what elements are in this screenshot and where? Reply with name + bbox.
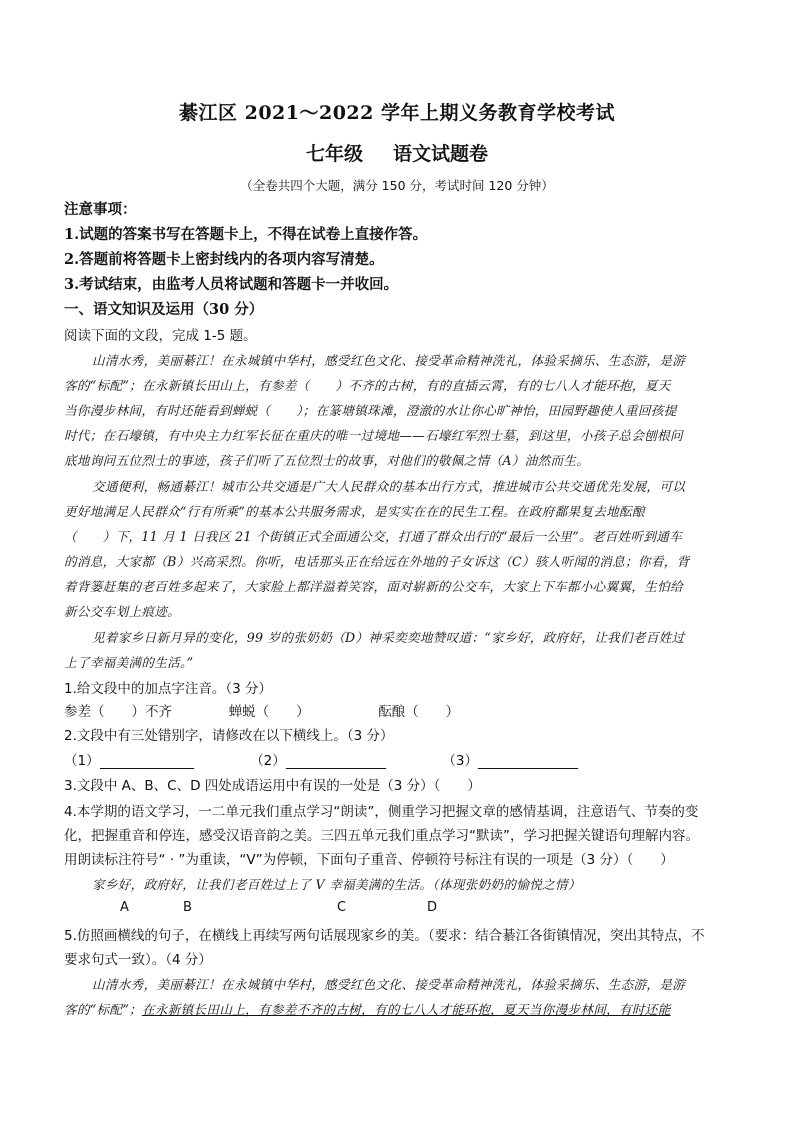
exam-title: 綦江区 2021～2022 学年上期义务教育学校考试 <box>179 102 615 124</box>
passage-p1-line1: 山清水秀，美丽綦江！在永城镇中华村，感受红色文化、接受革命精神洗礼，体验采摘乐、生态游，是游 <box>92 353 686 368</box>
passage-p1-line4: 时代；在石壕镇，有中央主力红军长征在重庆的唯一过境地——石壕红军烈士墓，到这里，小孩子总会刨根问 <box>64 428 683 443</box>
exam-subtitle <box>0 139 794 166</box>
notice-item-3: 3.考试结束，由监考人员将试题和答题卡一并收回。 <box>64 276 399 293</box>
option-label-a: A <box>120 900 129 915</box>
passage-p3-line2: 上了幸福美满的生活。” <box>64 655 194 670</box>
answer-blank-3[interactable] <box>478 754 578 769</box>
question-1-items <box>64 700 736 720</box>
q1-item-2: 蝉蜕（ ） <box>228 704 310 720</box>
passage-p2-line4: 的消息，大家都（B）兴高采烈。你听，电话那头正在给远在外地的子女诉这（C）骇人听闻的消息；你看，背 <box>64 554 690 569</box>
passage-p2-line2: 更好地满足人民群众“行有所乘”的基本公共服务需求，是实实在在的民生工程。在政府鄱果复去地酝酿 <box>64 504 645 519</box>
notice-item-2: 2.答题前将答题卡上密封线内的各项内容写清楚。 <box>64 251 384 268</box>
passage-p2-line5: 着背篓赶集的老百姓多起来了，大家脸上都洋溢着笑容，面对崭新的公交车，大家上下车都小心翼翼，生怕给 <box>64 579 683 594</box>
passage-p2-line3: （ ）下，11 月 1 日我区 21 个街镇正式全面通公交，打通了群众出行的“最后一公里”。老百姓听到通车 <box>64 529 683 544</box>
grade-label: 七年级 <box>305 143 363 165</box>
question-5-para-line1: 山清水秀，美丽綦江！在永城镇中华村，感受红色文化、接受革命精神洗礼，体验采摘乐、生态游，是游 <box>92 977 686 992</box>
subject-label: 语文试题卷 <box>393 143 489 165</box>
answer-blank-2[interactable] <box>286 754 386 769</box>
question-2-stem: 2.文段中有三处错别字，请修改在以下横线上。（3 分） <box>64 728 394 744</box>
q2-label-1: （1） <box>64 753 100 769</box>
option-label-d: D <box>427 900 438 915</box>
question-5-para-line2 <box>64 999 736 1018</box>
question-2-blanks <box>64 749 736 769</box>
option-label-b: B <box>183 900 192 915</box>
question-4-line2: 化，把握重音和停连，感受汉语音韵之美。三四五单元我们重点学习“默读”，学习把握关键语句理解内容。 <box>64 828 699 844</box>
passage-p2-line1: 交通便利，畅通綦江！城市公共交通是广大人民群众的基本出行方式，推进城市公共交通优先发展，可以 <box>92 479 686 494</box>
passage-p2-line6: 新公交车划上痕迹。 <box>64 604 181 619</box>
passage-p1-line3: 当你漫步林间，有时还能看到蝉蜕（ ）；在篆塘镇珠滩，澄澈的水让你心旷神怡，田园野趣使人重回孩提 <box>64 403 677 418</box>
passage-p1-line5: 底地询问五位烈士的事迹，孩子们听了五位烈士的故事，对他们的敬佩之情（A）油然而生。 <box>64 453 590 468</box>
para-plain-text: 客的“标配”； <box>64 1002 142 1017</box>
notice-item-1: 1.试题的答案书写在答题卡上，不得在试卷上直接作答。 <box>64 226 428 243</box>
exam-note: （全卷共四个大题，满分 150 分，考试时间 120 分钟） <box>240 178 554 193</box>
notice-heading: 注意事项： <box>64 201 137 218</box>
question-4-line1: 4.本学期的语文学习，一二单元我们重点学习“朗读”，侧重学习把握文章的感情基调，注意语气、节奏的变 <box>64 804 699 820</box>
underlined-example: 在永新镇长田山上，有参差不齐的古树，有的七八人才能环抱，夏天当你漫步林间，有时还能 <box>141 1002 671 1017</box>
q1-item-3: 酝酿（ ） <box>378 704 460 720</box>
section-intro: 阅读下面的文段，完成 1-5 题。 <box>64 328 257 344</box>
answer-blank-1[interactable] <box>100 754 194 769</box>
passage-p3-line1: 见着家乡日新月异的变化，99 岁的张奶奶（D）神采奕奕地赞叹道：“家乡好，政府好，让我们老百姓过 <box>92 630 685 645</box>
passage-p1-line2: 客的“标配”；在永新镇长田山上，有参差（ ）不齐的古树，有的直插云霄，有的七八人才能环抱，夏天 <box>64 378 671 393</box>
question-1-stem: 1.给文段中的加点字注音。（3 分） <box>64 681 273 697</box>
question-5-line1: 5.仿照画横线的句子，在横线上再续写两句话展现家乡的美。（要求：结合綦江各街镇情况，突出其特点，不 <box>64 928 705 944</box>
q2-label-2: （2） <box>250 753 286 769</box>
section-heading: 一、语文知识及运用（30 分） <box>64 301 264 318</box>
question-4-line3: 用朗读标注符号“ · ”为重读，“V”为停顿，下面句子重音、停顿符号标注有误的一项是（3 分）（ ） <box>64 852 674 868</box>
option-label-c: C <box>337 900 347 915</box>
question-4-sentence: 家乡好，政府好，让我们老百姓过上了 V 幸福美满的生活。（体现张奶奶的愉悦之情） <box>92 877 581 892</box>
question-5-line2: 要求句式一致）。（4 分） <box>64 952 212 968</box>
q2-label-3: （3） <box>442 753 478 769</box>
q1-item-1: 参差（ ）不齐 <box>64 704 172 720</box>
question-3-stem: 3.文段中 A、B、C、D 四处成语运用中有误的一处是（3 分）（ ） <box>64 778 481 794</box>
